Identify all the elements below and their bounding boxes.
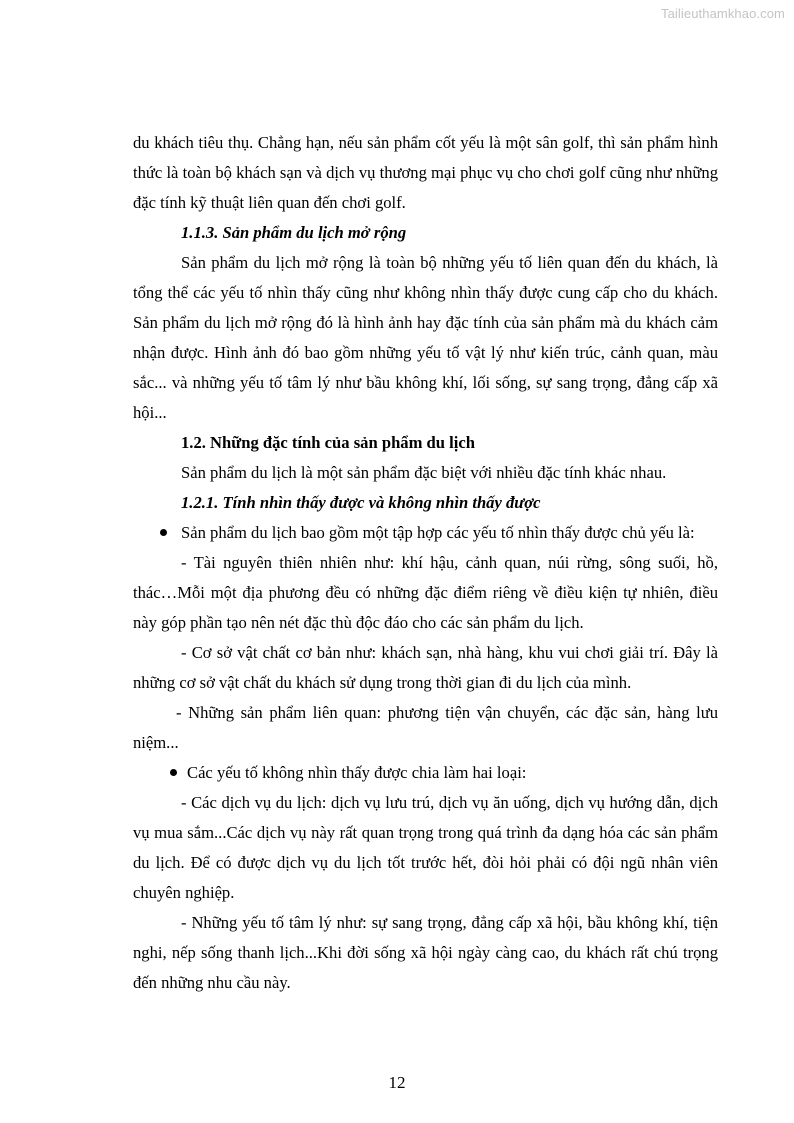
paragraph: - Cơ sở vật chất cơ bản như: khách sạn, nhà hàng, khu vui chơi giải trí. Đây là những cơ sở vật chất du khách sử dụng trong thời gian đi du lịch của mình.: [133, 643, 718, 692]
paragraph: - Những sản phẩm liên quan: phương tiện vận chuyển, các đặc sản, hàng lưu niệm...: [133, 703, 718, 752]
paragraph: - Các dịch vụ du lịch: dịch vụ lưu trú, dịch vụ ăn uống, dịch vụ hướng dẫn, dịch vụ mua sắm...Các dịch vụ này rất quan trọng trong quá trình đa dạng hóa các sản phẩm du lịch. Để có được dịch vụ du lịch tốt trước hết, đòi hỏi phải có đội ngũ nhân viên chuyên nghiệp.: [133, 793, 718, 902]
bullet-text: Sản phẩm du lịch bao gồm một tập hợp các yếu tố nhìn thấy được chủ yếu là:: [181, 523, 695, 542]
section-heading-1-1-3: 1.1.3. Sản phẩm du lịch mở rộng: [181, 223, 407, 242]
section-heading-1-2-1: 1.2.1. Tính nhìn thấy được và không nhìn thấy được: [181, 493, 541, 512]
bullet-icon: [160, 529, 167, 536]
watermark: Tailieuthamkhao.com: [660, 6, 785, 21]
paragraph: du khách tiêu thụ. Chẳng hạn, nếu sản phẩm cốt yếu là một sân golf, thì sản phẩm hình thức là toàn bộ khách sạn và dịch vụ thương mại phục vụ cho chơi golf cũng như những đặc tính kỹ thuật liên quan đến chơi golf.: [133, 133, 718, 212]
bullet-item: [133, 518, 718, 548]
document-body: [133, 128, 718, 998]
paragraph: Sản phẩm du lịch mở rộng là toàn bộ những yếu tố liên quan đến du khách, là tổng thể các yếu tố nhìn thấy cũng như không nhìn thấy được cung cấp cho du khách. Sản phẩm du lịch mở rộng đó là hình ảnh hay đặc tính của sản phẩm mà du khách cảm nhận được. Hình ảnh đó bao gồm những yếu tố vật lý như kiến trúc, cảnh quan, màu sắc... và những yếu tố tâm lý như bầu không khí, lối sống, sự sang trọng, đẳng cấp xã hội...: [133, 253, 718, 422]
bullet-icon: [170, 769, 177, 776]
bullet-item: [133, 758, 718, 788]
paragraph: - Những yếu tố tâm lý như: sự sang trọng, đẳng cấp xã hội, bầu không khí, tiện nghi, nếp sống thanh lịch...Khi đời sống xã hội ngày càng cao, du khách rất chú trọng đến những nhu cầu này.: [133, 913, 718, 992]
bullet-text: Các yếu tố không nhìn thấy được chia làm hai loại:: [187, 763, 527, 782]
section-heading-1-2: 1.2. Những đặc tính của sản phẩm du lịch: [181, 433, 475, 452]
paragraph: Sản phẩm du lịch là một sản phẩm đặc biệt với nhiều đặc tính khác nhau.: [181, 463, 667, 482]
page-number: 12: [388, 1073, 406, 1092]
paragraph: - Tài nguyên thiên nhiên như: khí hậu, cảnh quan, núi rừng, sông suối, hồ, thác…Mỗi một địa phương đều có những đặc điểm riêng về điều kiện tự nhiên, điều này góp phần tạo nên nét đặc thù độc đáo cho các sản phẩm du lịch.: [133, 553, 718, 632]
